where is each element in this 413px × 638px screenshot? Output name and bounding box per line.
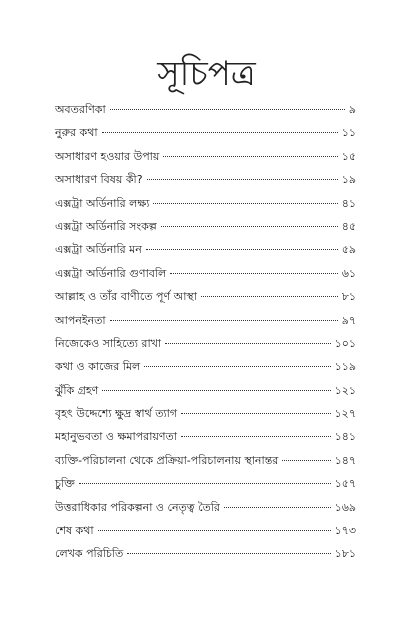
toc-entry	[55, 197, 356, 220]
toc-entry-title: এক্সট্রা অর্ডিনারি লক্ষ্য	[55, 196, 150, 210]
toc-entry-title: অসাধারণ বিষয় কী?	[55, 173, 143, 187]
toc-entry-title: মহানুভবতা ও ক্ষমাপরায়ণতা	[55, 430, 177, 444]
toc-entry-page-number: ৬১	[341, 266, 356, 280]
toc-entry-page-number: ১৯	[341, 173, 356, 187]
toc-dot-leader	[98, 530, 331, 531]
toc-dot-leader	[181, 436, 331, 437]
toc-dot-leader	[110, 109, 345, 110]
toc-dot-leader	[127, 553, 330, 554]
toc-entry-title: লেখক পরিচিতি	[55, 547, 124, 561]
toc-dot-leader	[170, 273, 337, 274]
toc-entry	[55, 407, 356, 430]
toc-entry	[55, 314, 356, 337]
toc-entry-page-number: ১৪৭	[334, 453, 356, 467]
toc-entry-title: অবতরণিকা	[55, 103, 106, 116]
toc-entry-title: এক্সট্রা অর্ডিনারি সংকল্প	[55, 219, 157, 233]
toc-entry-page-number: ৪৫	[341, 219, 356, 233]
toc-entry-page-number: ৫৯	[341, 243, 356, 257]
toc-dot-leader	[144, 366, 330, 367]
toc-entry-title: উত্তরাধিকার পরিকল্পনা ও নেতৃত্ব তৈরি	[55, 500, 220, 514]
toc-entry	[55, 243, 356, 266]
toc-entry-page-number: ১০১	[334, 336, 356, 350]
toc-entry-title: আল্লাহ ও তাঁর বাণীতে পূর্ণ আস্থা	[55, 290, 197, 304]
toc-dot-leader	[163, 156, 337, 157]
toc-dot-leader	[165, 343, 330, 344]
toc-entry-title: কথা ও কাজের মিল	[55, 360, 141, 374]
toc-entry	[55, 501, 356, 524]
toc-entry-page-number: ১২১	[334, 383, 356, 397]
toc-entry-page-number: ১৫৭	[334, 477, 356, 491]
toc-entry-page-number: ১১	[341, 126, 356, 140]
toc-dot-leader	[79, 483, 331, 484]
toc-entry-page-number: ১১৯	[334, 360, 356, 374]
toc-dot-leader	[201, 296, 338, 297]
toc-entry	[55, 360, 356, 383]
toc-dot-leader	[102, 390, 330, 391]
toc-entry	[55, 477, 356, 500]
toc-entry-title: চুক্তি	[55, 477, 75, 491]
toc-entry	[55, 384, 356, 407]
toc-entry-title: আপনইনতা	[55, 313, 106, 327]
toc-entry-title: এক্সট্রা অর্ডিনারি মন	[55, 243, 142, 257]
toc-entry-title: নিজেকেও সাহিত্যে রাখা	[55, 336, 162, 350]
toc-entry	[55, 524, 356, 547]
toc-entry-title: শেষ কথা	[55, 524, 94, 538]
toc-entry-title: ঝুঁকি গ্রহণ	[55, 383, 99, 397]
toc-dot-leader	[110, 320, 338, 321]
toc-entry-title: অসাধারণ হওয়ার উপায়	[55, 149, 160, 163]
toc-entry-page-number: ১৬৯	[334, 500, 356, 514]
toc-dot-leader	[147, 179, 338, 180]
toc-dot-leader	[161, 226, 338, 227]
toc-entry	[55, 430, 356, 453]
toc-entry-page-number: ৪১	[341, 196, 356, 210]
toc-entry	[55, 126, 356, 149]
toc-entry	[55, 547, 356, 570]
toc-entry-page-number: ৯৭	[341, 313, 356, 327]
toc-entry-page-number: ১৭৩	[334, 524, 356, 538]
toc-list	[55, 103, 356, 571]
toc-entry-title: বৃহৎ উদ্দেশ্যে ক্ষুদ্র স্বার্থ ত্যাগ	[55, 407, 178, 421]
toc-dot-leader	[146, 249, 338, 250]
toc-entry	[55, 267, 356, 290]
toc-entry-title: নুরুর কথা	[55, 126, 98, 140]
toc-entry-page-number: ৮১	[341, 290, 356, 304]
toc-entry	[55, 150, 356, 173]
toc-entry	[55, 337, 356, 360]
toc-entry	[55, 173, 356, 196]
toc-dot-leader	[282, 460, 330, 461]
page-title: সূচিপত্র	[157, 54, 256, 94]
toc-entry-page-number: ১২৭	[334, 407, 356, 421]
toc-entry-page-number: ৯	[348, 103, 356, 116]
toc-dot-leader	[181, 413, 330, 414]
toc-dot-leader	[153, 203, 337, 204]
toc-entry-title: এক্সট্রা অর্ডিনারি গুণাবলি	[55, 266, 167, 280]
toc-entry-title: ব্যক্তি-পরিচালনা থেকে প্রক্রিয়া-পরিচালনায় স্থানান্তর	[55, 453, 279, 467]
toc-entry-page-number: ১৮১	[334, 547, 356, 561]
toc-entry-page-number: ১৫	[341, 149, 356, 163]
toc-entry-page-number: ১৪১	[334, 430, 356, 444]
toc-dot-leader	[102, 132, 338, 133]
toc-entry	[55, 103, 356, 126]
toc-entry	[55, 220, 356, 243]
toc-dot-leader	[224, 507, 331, 508]
toc-entry	[55, 290, 356, 313]
toc-entry	[55, 454, 356, 477]
